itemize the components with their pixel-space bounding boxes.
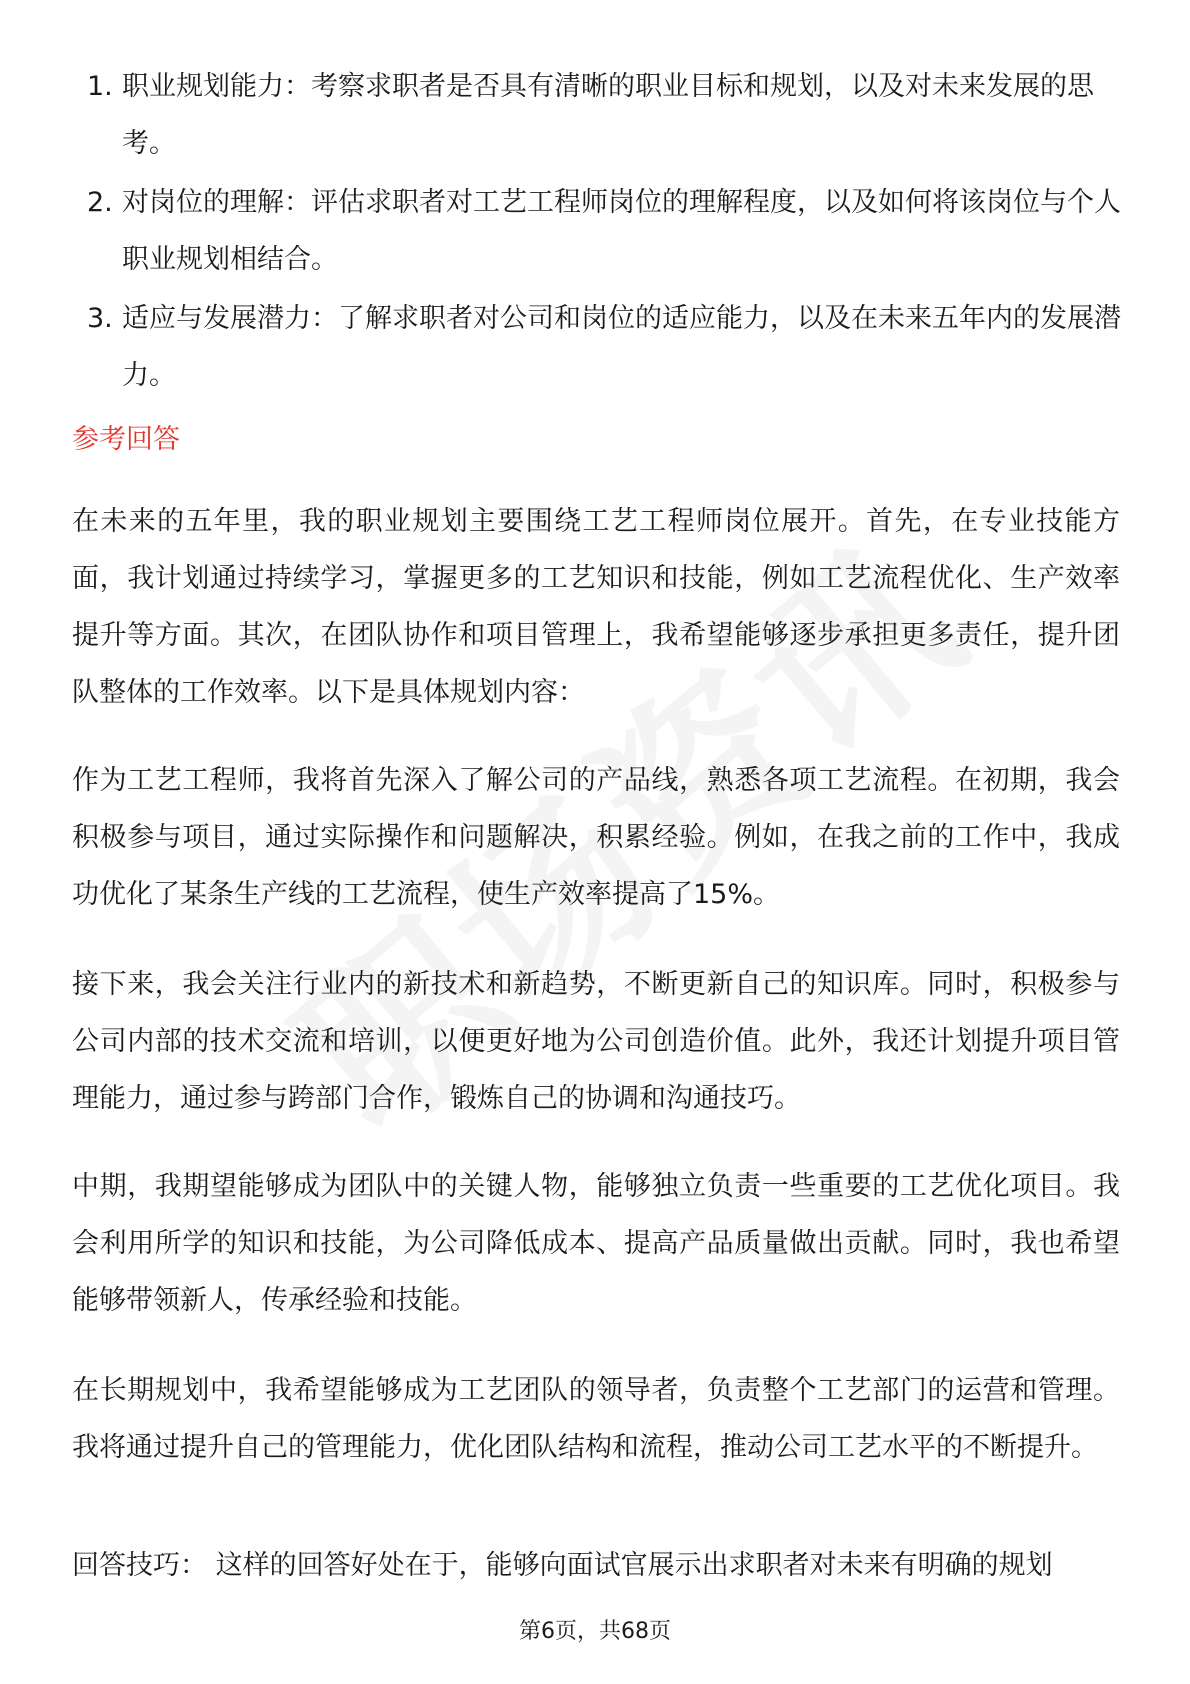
criteria-item [72,174,1122,288]
answer-paragraph: 作为工艺工程师，我将首先深入了解公司的产品线，熟悉各项工艺流程。在初期，我会积极参与项目，通过实际操作和问题解决，积累经验。例如，在我之前的工作中，我成功优化了某条生产线的工艺流程，使生产效率提高了15%。 [72,765,1120,910]
criteria-text: 职业规划能力：考察求职者是否具有清晰的职业目标和规划，以及对未来发展的思考。 [122,71,1094,159]
criteria-number: 1. [87,71,113,102]
criteria-text: 适应与发展潜力：了解求职者对公司和岗位的适应能力，以及在未来五年内的发展潜力。 [122,303,1121,391]
reference-answer-heading: 参考回答 [72,424,180,455]
answer-paragraph: 在长期规划中，我希望能够成为工艺团队的领导者，负责整个工艺部门的运营和管理。我将通过提升自己的管理能力，优化团队结构和流程，推动公司工艺水平的不断提升。 [72,1375,1120,1463]
answer-tips-paragraph: 回答技巧： 这样的回答好处在于，能够向面试官展示出求职者对未来有明确的规划 [72,1550,1053,1581]
answer-paragraph: 在未来的五年里，我的职业规划主要围绕工艺工程师岗位展开。首先，在专业技能方面，我计划通过持续学习，掌握更多的工艺知识和技能，例如工艺流程优化、生产效率提升等方面。其次，在团队协作和项目管理上，我希望能够逐步承担更多责任，提升团队整体的工作效率。以下是具体规划内容： [72,506,1120,708]
page-number-footer: 第6页，共68页 [519,1619,671,1644]
criteria-text: 对岗位的理解：评估求职者对工艺工程师岗位的理解程度，以及如何将该岗位与个人职业规划相结合。 [122,187,1121,275]
criteria-list [72,58,1122,406]
criteria-item [72,58,1122,172]
criteria-number: 2. [87,187,113,218]
answer-paragraph: 接下来，我会关注行业内的新技术和新趋势，不断更新自己的知识库。同时，积极参与公司内部的技术交流和培训，以便更好地为公司创造价值。此外，我还计划提升项目管理能力，通过参与跨部门合作，锻炼自己的协调和沟通技巧。 [72,969,1120,1114]
criteria-number: 3. [87,303,113,334]
criteria-item [72,290,1122,404]
answer-paragraph: 中期，我期望能够成为团队中的关键人物，能够独立负责一些重要的工艺优化项目。我会利用所学的知识和技能，为公司降低成本、提高产品质量做出贡献。同时，我也希望能够带领新人，传承经验和技能。 [72,1171,1120,1316]
